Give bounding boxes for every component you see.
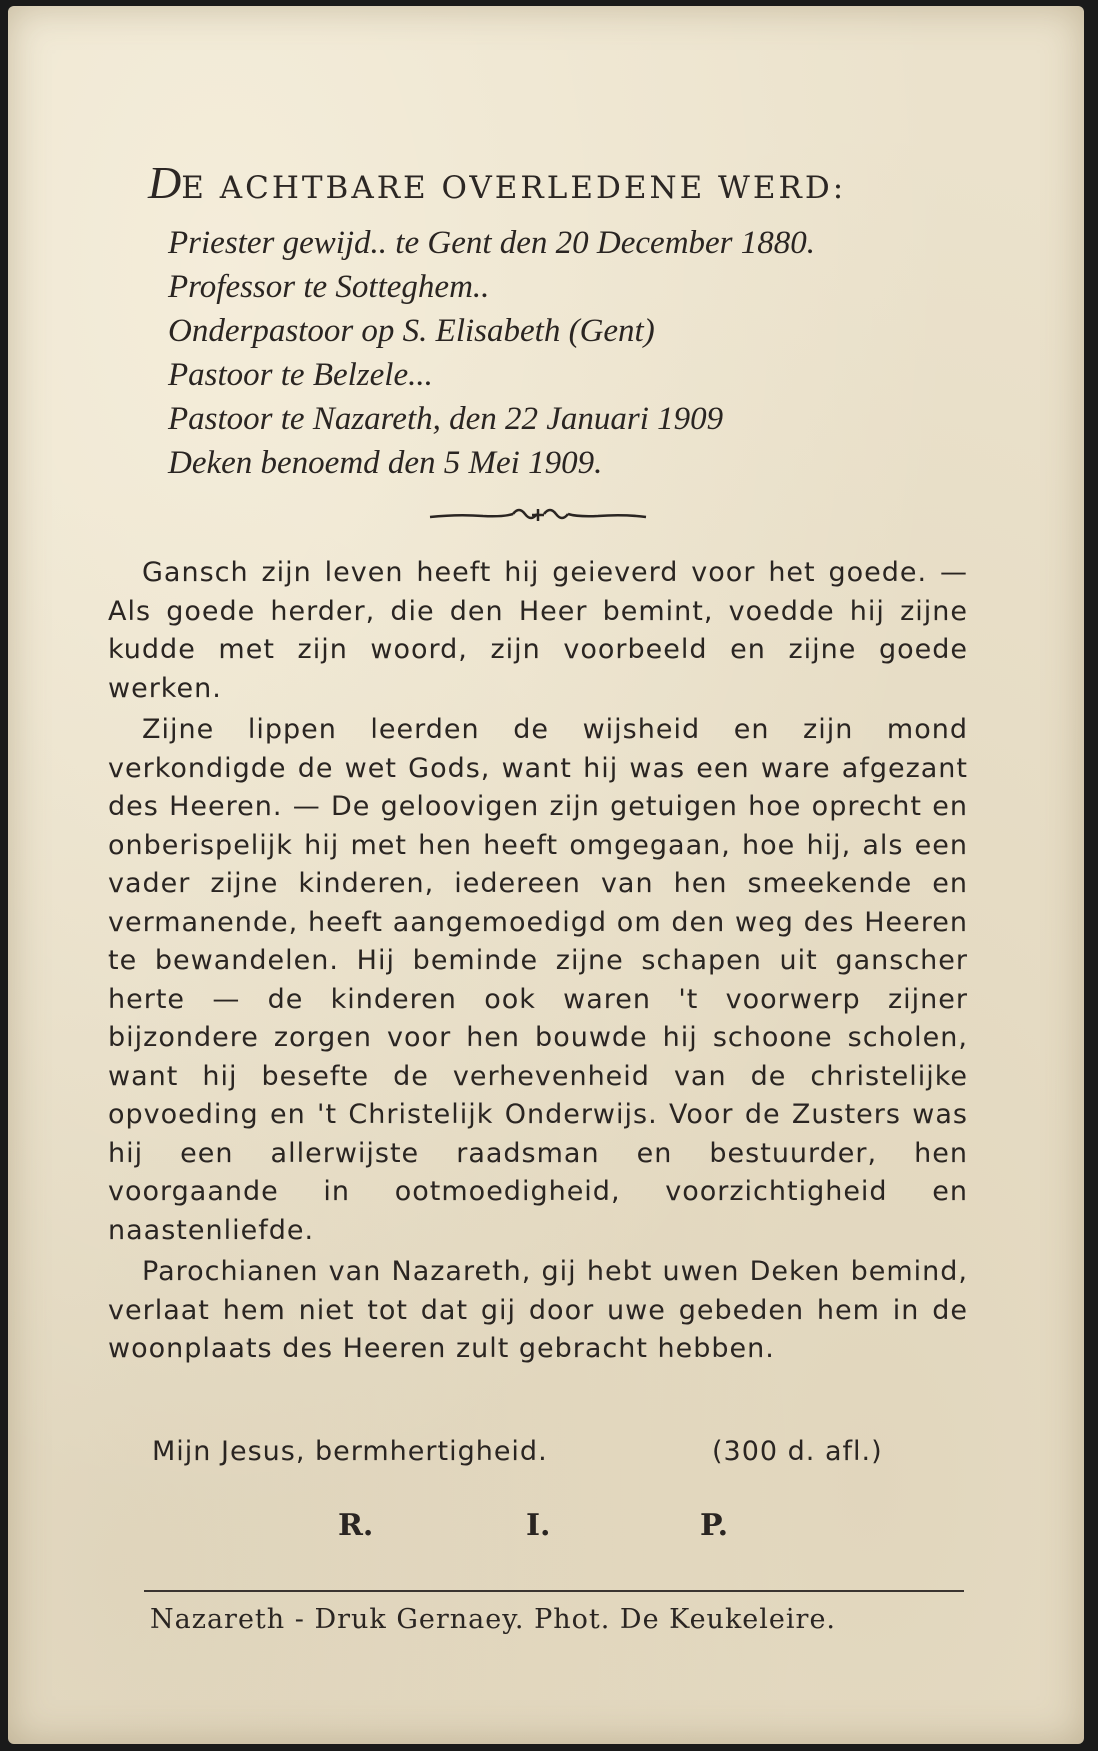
career-line: Priester gewijd.. te Gent den 20 December 1880. bbox=[168, 225, 816, 261]
heading bbox=[148, 156, 846, 209]
career-line: Deken benoemd den 5 Mei 1909. bbox=[168, 445, 603, 481]
printer-credit: Nazareth - Druk Gernaey. Phot. De Keukeleire. bbox=[150, 1604, 836, 1635]
heading-initial: D bbox=[148, 157, 182, 208]
memorial-card-back bbox=[8, 6, 1084, 1744]
footer-rule bbox=[144, 1590, 964, 1592]
ornament-divider-icon bbox=[428, 502, 648, 528]
career-list bbox=[168, 221, 815, 485]
eulogy-paragraph: Parochianen van Nazareth, gij hebt uwen Deken bemind, verlaat hem niet tot dat gij door uwe gebeden hem in de woonplaats des Heeren zult gebracht hebben. bbox=[108, 1256, 968, 1364]
rip-letter: I. bbox=[526, 1508, 551, 1543]
eulogy-paragraph: Zijne lippen leerden de wijsheid en zijn mond verkondigde de wet Gods, want hij was een ware afgezant des Heeren. — De geloovigen zijn getuigen hoe oprecht en onberispelijk hij met hen heeft omgegaan, hoe hij, als een vader zijne kinderen, iedereen van hen smeekende en vermanende, heeft aangemoedigd om den weg des Heeren te bewandelen. Hij beminde zijne schapen uit ganscher herte — de kinderen ook waren 't voorwerp zijner bijzondere zorgen voor hen bouwde hij schoone scholen, want hij besefte de verhevenheid van de christelijke opvoeding en 't Christelijk Onderwijs. Voor de Zusters was hij een allerwijste raadsman en bestuurder, hen voorgaande in ootmoedigheid, voorzichtigheid en naastenliefde. bbox=[108, 714, 968, 1246]
career-line: Pastoor te Belzele... bbox=[168, 357, 433, 393]
career-line: Pastoor te Nazareth, den 22 Januari 1909 bbox=[168, 401, 724, 437]
career-line: Professor te Sotteghem.. bbox=[168, 269, 490, 305]
indulgence-note: (300 d. afl.) bbox=[712, 1436, 883, 1467]
eulogy-paragraph: Gansch zijn leven heeft hij geieverd voor het goede. — Als goede herder, die den Heer bemint, voedde hij zijne kudde met zijn woord, zijn voorbeeld en zijne goede werken. bbox=[108, 557, 968, 704]
eulogy-text bbox=[108, 554, 968, 1372]
prayer-text: Mijn Jesus, bermhertigheid. bbox=[152, 1436, 548, 1467]
prayer-line bbox=[152, 1436, 962, 1467]
career-line: Onderpastoor op S. Elisabeth (Gent) bbox=[168, 313, 655, 349]
rip-letter: P. bbox=[700, 1508, 729, 1543]
rip-letter: R. bbox=[338, 1508, 374, 1543]
heading-text: E ACHTBARE OVERLEDENE WERD: bbox=[181, 170, 847, 206]
